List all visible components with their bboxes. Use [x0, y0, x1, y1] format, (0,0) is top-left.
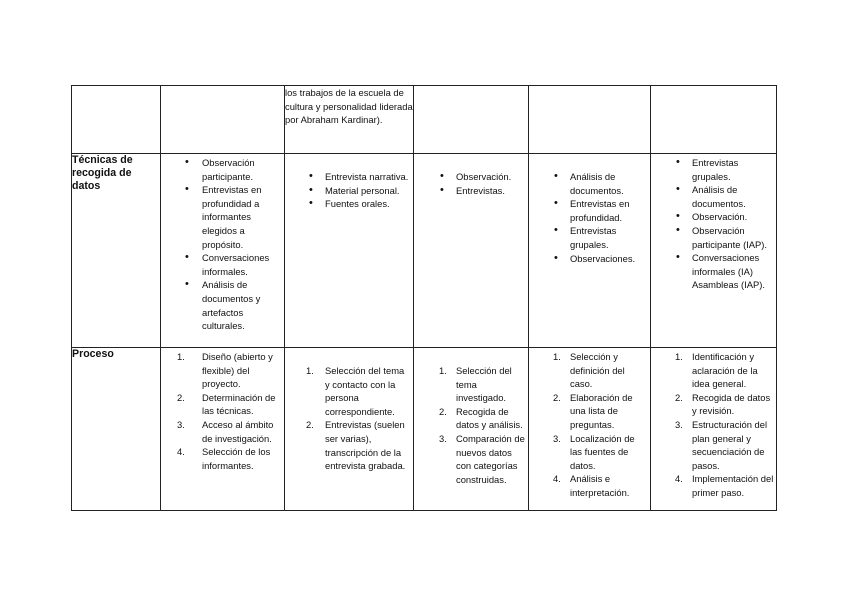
list-item-text: Selección y definición del caso. — [570, 351, 625, 390]
list-item: 3. Estructuración del plan general y secuenciación de pasos. — [675, 418, 768, 471]
list-item: 2. Determinación de las técnicas. — [177, 391, 276, 417]
list-item: • Observación. — [651, 210, 776, 224]
list-item: 2. Recogida de datos y revisión. — [675, 391, 771, 417]
row-header: Técnicas de recogida de datos — [72, 154, 161, 348]
list-item-text: Determinación de las técnicas. — [202, 391, 276, 417]
list-item: • Análisis de documentos. — [651, 183, 776, 210]
bullet-list — [651, 156, 776, 292]
list-item: • Material personal. — [285, 184, 413, 198]
table-cell — [414, 348, 529, 511]
table-row — [72, 154, 777, 348]
list-item: • Entrevista narrativa. — [285, 170, 413, 184]
list-item: • Análisis de documentos y artefactos culturales. — [161, 278, 284, 332]
list-item: 2. Recogida de datos y análisis. — [439, 405, 523, 431]
list-item-text: Implementación del primer paso. — [692, 473, 774, 498]
table-cell — [529, 86, 651, 154]
list-item: • Entrevistas grupales. — [651, 156, 776, 183]
list-item-text: Estructuración del plan general y secuenciación de pasos. — [692, 418, 768, 471]
table-cell — [161, 348, 285, 511]
bullet-list — [161, 156, 284, 333]
list-item: 1. Selección del tema investigado. — [439, 365, 512, 404]
numbered-list — [161, 350, 284, 472]
list-item: 3. Localización de las fuentes de datos. — [553, 432, 635, 471]
bullet-list — [529, 170, 650, 265]
list-item: 2. Entrevistas (suelen ser varias), transcripción de la entrevista grabada. — [306, 419, 406, 472]
table-cell — [529, 154, 651, 348]
list-item: • Análisis de documentos. — [529, 170, 650, 197]
table-cell — [651, 154, 777, 348]
list-item: 4. Análisis e interpretación. — [553, 473, 630, 498]
table-cell — [285, 86, 414, 154]
numbered-list — [651, 350, 776, 500]
methods-table — [71, 85, 777, 511]
list-item: • Entrevistas grupales. — [529, 224, 650, 251]
list-item: • Observación participante (IAP). — [651, 224, 776, 251]
bullet-list — [414, 170, 528, 197]
list-item-text: Análisis e interpretación. — [570, 473, 630, 498]
list-item-text: Selección del tema investigado. — [456, 365, 512, 404]
table-cell — [161, 86, 285, 154]
list-item: 4. Selección de los informantes. — [177, 446, 271, 471]
list-item-text: Identificación y aclaración de la idea general. — [692, 351, 758, 390]
list-item-text: Selección del tema y contacto con la persona correspondiente. — [325, 365, 405, 417]
list-item-text: Selección de los informantes. — [202, 446, 271, 471]
list-item: 1. Diseño (abierto y flexible) del proyecto. — [177, 351, 273, 390]
table-cell — [285, 348, 414, 511]
list-item-text: Diseño (abierto y flexible) del proyecto. — [202, 351, 273, 390]
list-item: 1. Selección del tema y contacto con la persona correspondiente. — [306, 365, 405, 417]
table-cell — [651, 348, 777, 511]
numbered-list — [529, 350, 650, 500]
row-header: Proceso — [72, 348, 161, 511]
table-cell — [285, 154, 414, 348]
table-cell — [414, 154, 529, 348]
list-item-text: Entrevistas (suelen ser varias), transcripción de la entrevista grabada. — [325, 419, 406, 472]
list-item: 1. Selección y definición del caso. — [553, 351, 625, 390]
list-item: 3. Comparación de nuevos datos con categorías construidas. — [439, 432, 525, 485]
table-row — [72, 86, 777, 154]
list-item: • Entrevistas en profundidad a informantes elegidos a propósito. — [161, 183, 284, 251]
table-cell — [72, 86, 161, 154]
table-cell — [414, 86, 529, 154]
list-item-text: Recogida de datos y análisis. — [456, 405, 523, 431]
cell-text: los trabajos de la escuela de cultura y personalidad liderada por Abraham Kardinar). — [285, 87, 413, 126]
table-cell — [161, 154, 285, 348]
list-item: • Entrevistas. — [414, 184, 528, 198]
bullet-list — [285, 170, 413, 211]
list-item: 3. Acceso al ámbito de investigación. — [177, 418, 274, 444]
list-item-text: Comparación de nuevos datos con categorías construidas. — [456, 432, 525, 485]
list-item-text: Acceso al ámbito de investigación. — [202, 418, 274, 444]
list-item: 1. Identificación y aclaración de la idea general. — [675, 351, 758, 390]
list-item-text: Recogida de datos y revisión. — [692, 391, 771, 417]
list-item: • Observación. — [414, 170, 528, 184]
list-item: 4. Implementación del primer paso. — [675, 473, 774, 498]
list-item: • Conversaciones informales (IA) Asambleas (IAP). — [651, 251, 776, 292]
list-item-text: Elaboración de una lista de preguntas. — [570, 391, 633, 430]
list-item-text: Localización de las fuentes de datos. — [570, 432, 635, 471]
list-item: 2. Elaboración de una lista de preguntas. — [553, 391, 633, 430]
list-item: • Observaciones. — [529, 252, 650, 266]
list-item: • Fuentes orales. — [285, 197, 413, 211]
list-item: • Conversaciones informales. — [161, 251, 284, 278]
list-item: • Observación participante. — [161, 156, 284, 183]
numbered-list — [285, 364, 413, 473]
numbered-list — [414, 364, 528, 486]
table-row — [72, 348, 777, 511]
list-item: • Entrevistas en profundidad. — [529, 197, 650, 224]
table-cell — [651, 86, 777, 154]
table-cell — [529, 348, 651, 511]
